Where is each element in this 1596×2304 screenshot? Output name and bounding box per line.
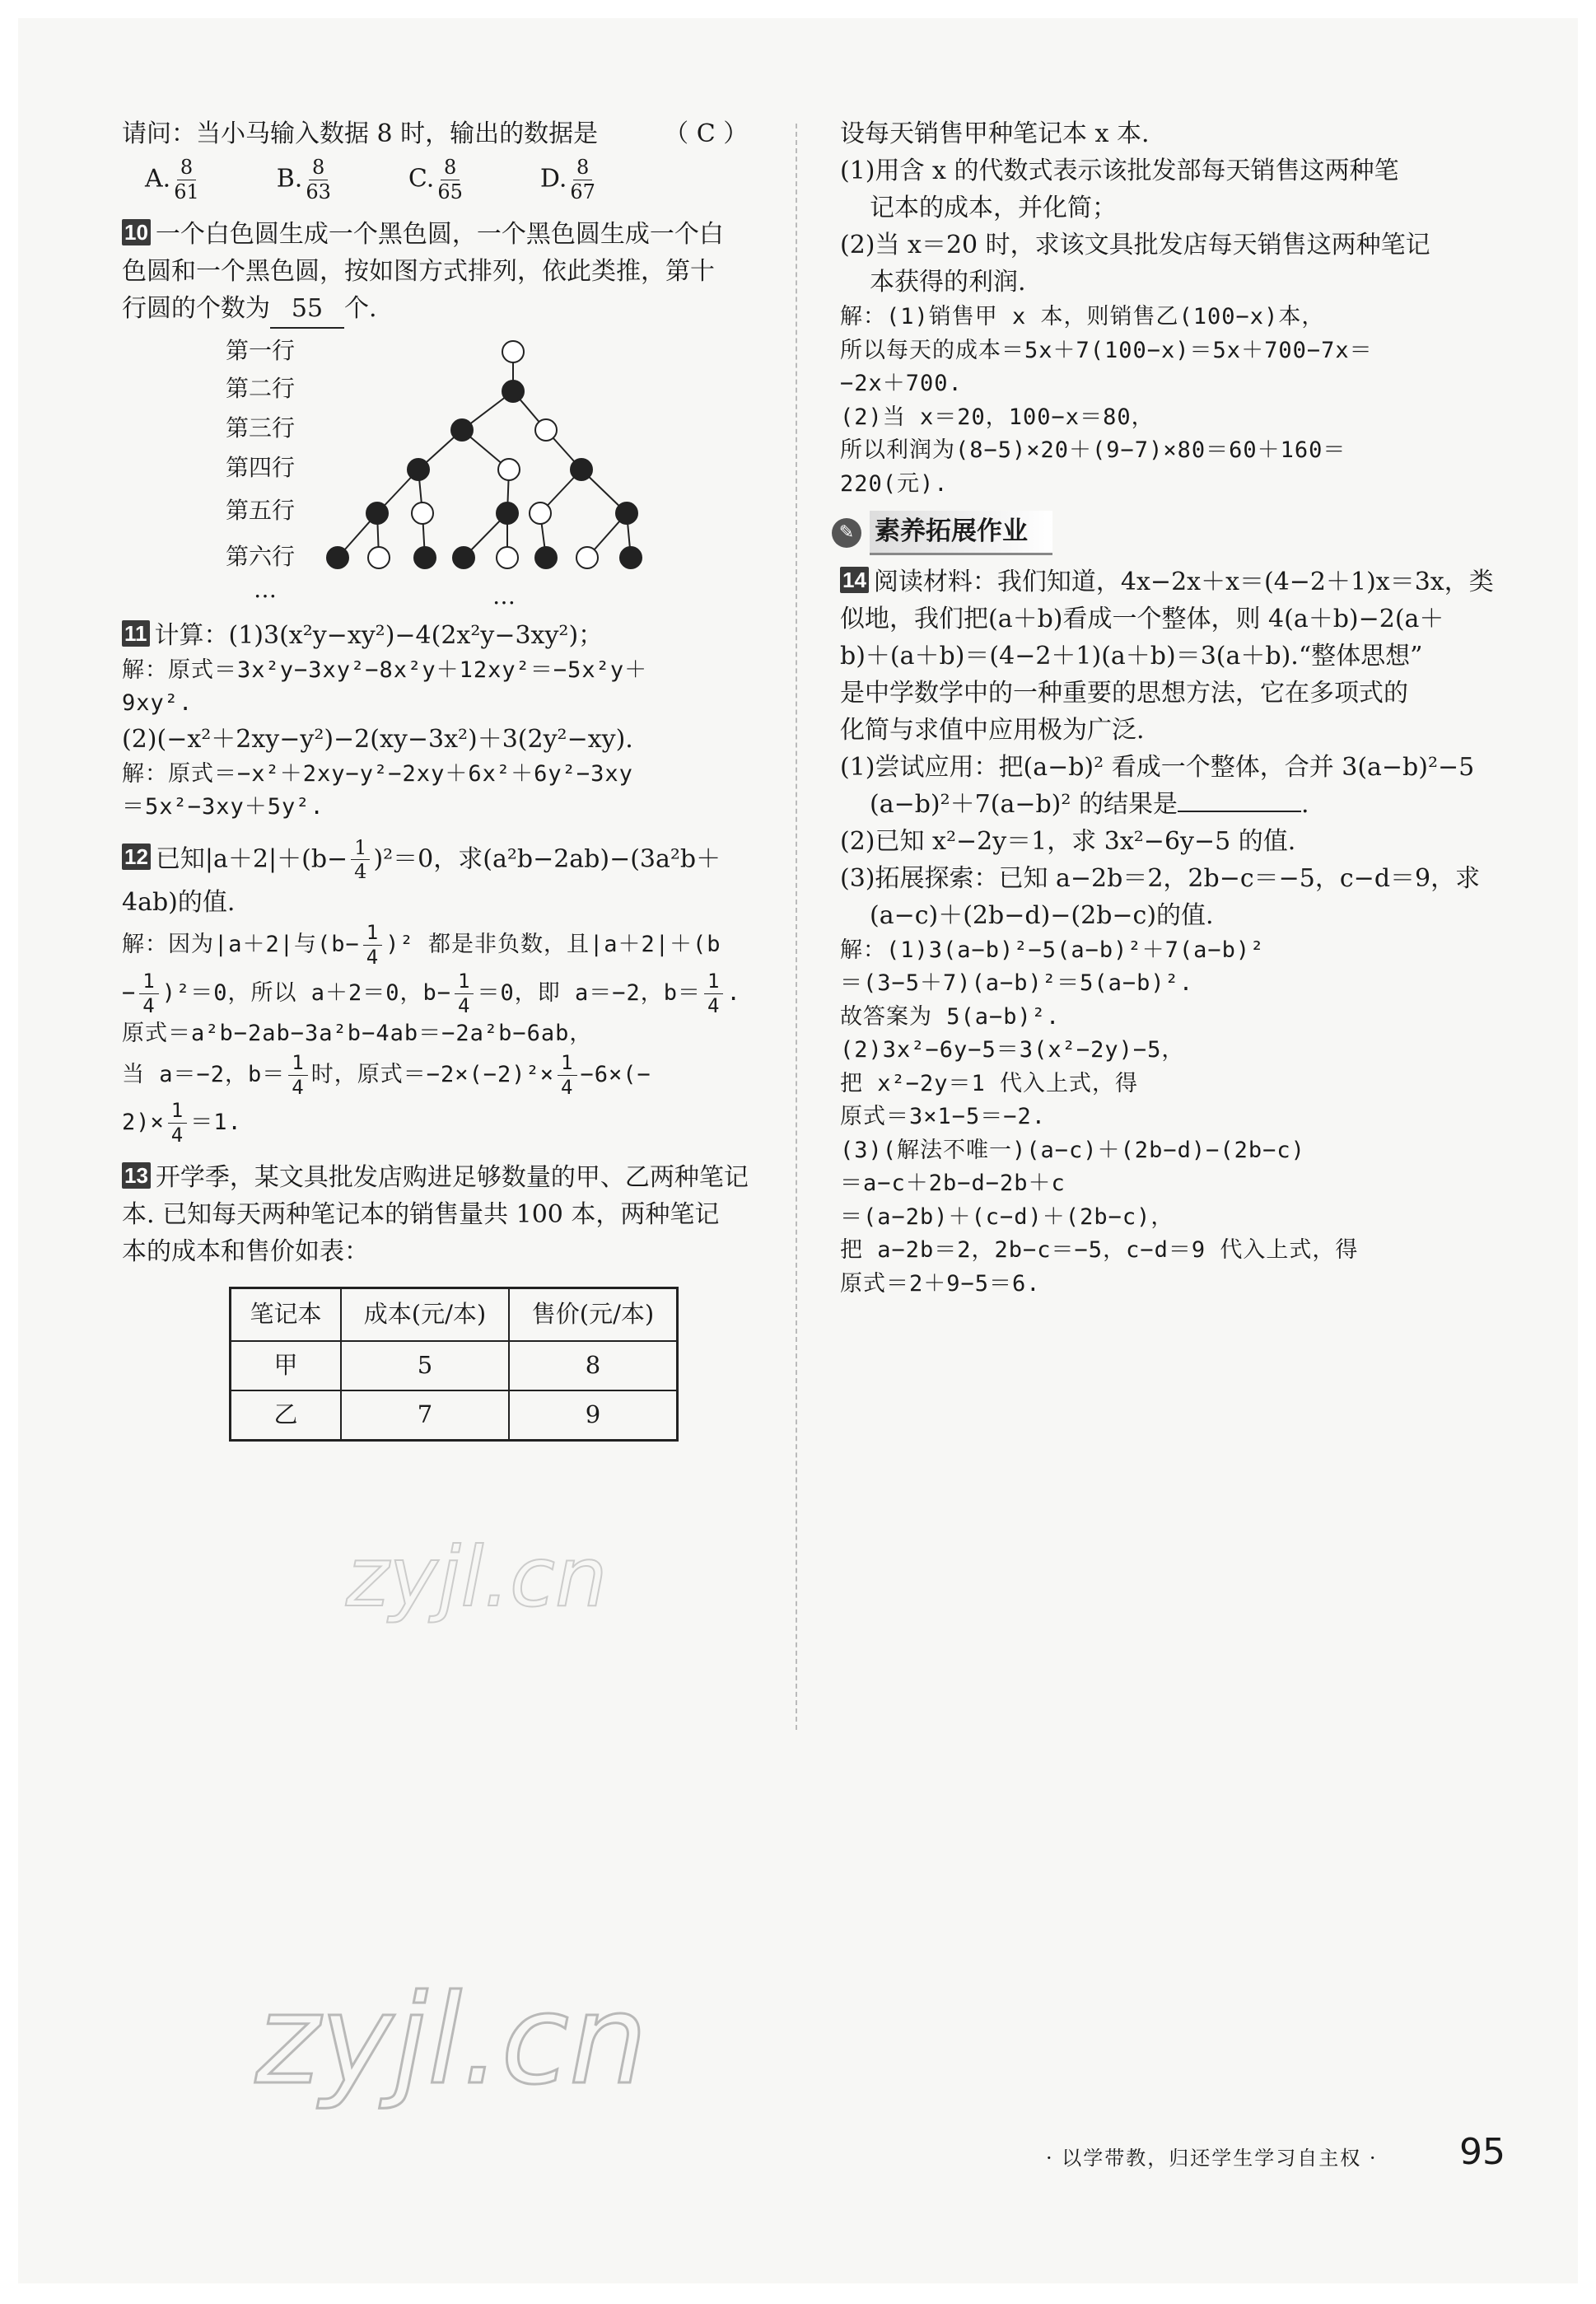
q13-solution2: 所以每天的成本＝5x＋7(100−x)＝5x＋700−7x＝ [840, 337, 1373, 363]
footer-motto: · 以学带教，归还学生学习自主权 · [1046, 2147, 1378, 2170]
q14-part3a: (3)拓展探索：已知 a−2b＝2，2b−c＝−5，c−d＝9，求 [840, 863, 1481, 893]
option-b: B. $\frac{8}{63}$ [276, 156, 331, 203]
q14-solution4: (2)3x²−6y−5＝3(x²−2y)−5， [840, 1037, 1185, 1063]
q14-line3: b)＋(a＋b)＝(4−2＋1)(a＋b)＝3(a＋b).“整体思想” [840, 641, 1423, 671]
q13-solution4: (2)当 x＝20，100−x＝80， [840, 404, 1155, 430]
q9-stem: 请问：当小马输入数据 8 时，输出的数据是 （ C ） [122, 119, 749, 148]
q12-number: 12 [122, 844, 151, 870]
table-cell: 8 [509, 1341, 678, 1390]
table-row [231, 1390, 678, 1441]
row-label: 第一行 [226, 336, 296, 364]
watermark-small: zyjl.cn [346, 1529, 608, 1625]
q14-line1: 14 阅读材料：我们知道，4x−2x＋x＝(4−2＋1)x＝3x，类 [840, 563, 1499, 601]
q11-solution2: 9xy². [122, 690, 194, 717]
q14-blank [1178, 811, 1301, 812]
q14-line5: 化简与求值中应用极为广泛. [840, 715, 1145, 745]
q13-line3: 本的成本和售价如表： [122, 1237, 369, 1267]
circle-tree-diagram [320, 334, 690, 581]
q13-solution5: 所以利润为(8−5)×20＋(9−7)×80＝60＋160＝ [840, 437, 1346, 463]
row-label: 第二行 [226, 374, 296, 402]
q13-cont-line1: 设每天销售甲种笔记本 x 本. [840, 119, 1150, 148]
section-title: 素养拓展作业 [870, 511, 1052, 555]
q11-line2: (2)(−x²＋2xy−y²)−2(xy−3x²)＋3(2y²−xy). [122, 724, 633, 754]
q13-solution3: −2x＋700. [840, 371, 963, 396]
option-c: C. $\frac{8}{65}$ [408, 156, 463, 203]
q11-solution3: 解：原式＝−x²＋2xy−y²−2xy＋6x²＋6y²−3xy [122, 760, 633, 787]
q13-part1a: (1)用含 x 的代数式表示该批发部每天销售这两种笔 [840, 157, 1399, 185]
q13-part2a: (2)当 x＝20 时，求该文具批发店每天销售这两种笔记 [840, 231, 1430, 259]
q13-line2: 本. 已知每天两种笔记本的销售量共 100 本，两种笔记 [122, 1200, 720, 1230]
q14-part3b: (a−c)＋(2b−d)−(2b−c)的值. [870, 900, 1214, 930]
figure-ellipsis: … [492, 582, 516, 610]
q11-solution4: ＝5x²−3xy＋5y². [122, 794, 324, 820]
q14-solution8: ＝a−c＋2b−d−2b＋c [840, 1171, 1066, 1196]
table-cell: 乙 [231, 1390, 342, 1441]
q14-line4: 是中学数学中的一种重要的思想方法，它在多项式的 [840, 678, 1408, 708]
option-d: D. $\frac{8}{67}$ [539, 156, 595, 203]
q13-part1b: 记本的成本，并化简； [870, 194, 1117, 222]
q14-solution6: 原式＝3×1−5＝−2. [840, 1104, 1047, 1129]
table-row [231, 1341, 678, 1390]
q14-solution11: 原式＝2＋9−5＝6. [840, 1270, 1041, 1297]
q12-solution2: − $\frac{1}{4}$ )²＝0，所以 a＋2＝0，b− $\frac{1}{4}$ ＝0，即 a＝−2，b＝ $\frac{1}{4}$ . [122, 969, 741, 1017]
q14-solution7: (3)(解法不唯一)(a−c)＋(2b−d)−(2b−c) [840, 1137, 1305, 1163]
q12-solution1: 解：因为|a＋2|与(b− $\frac{1}{4}$ )² 都是非负数，且|a＋2|＋(b [122, 921, 721, 969]
row-label: 第四行 [226, 453, 296, 481]
q14-solution5: 把 x²−2y＝1 代入上式，得 [840, 1070, 1139, 1096]
circle-triangle-figure [155, 334, 731, 610]
q13-number: 13 [122, 1162, 151, 1189]
q10-line2: 色圆和一个黑色圆，按如图方式排列，依此类推，第十 [122, 256, 715, 286]
q14-part1a: (1)尝试应用：把(a−b)² 看成一个整体，合并 3(a−b)²−5 [840, 752, 1475, 782]
q12-solution5: 2)× $\frac{1}{4}$ ＝1. [122, 1099, 242, 1147]
right-column [840, 115, 1499, 1301]
pencil-icon: ✎ [832, 518, 861, 548]
q14-number: 14 [840, 567, 869, 593]
q12-solution4: 当 a＝−2，b＝ $\frac{1}{4}$ 时，原式＝−2×(−2)²× $\frac{1}{4}$ −6×(− [122, 1050, 651, 1099]
q14-part2: (2)已知 x²−2y＝1，求 3x²−6y−5 的值. [840, 826, 1296, 856]
q12-solution3: 原式＝a²b−2ab−3a²b−4ab＝−2a²b−6ab， [122, 1021, 593, 1047]
table-header: 售价(元/本) [509, 1288, 678, 1342]
table-cell: 7 [341, 1390, 509, 1441]
price-table [229, 1287, 679, 1442]
q13-line1: 13 开学季，某文具批发店购进足够数量的甲、乙两种笔记 [122, 1159, 772, 1196]
table-cell: 5 [341, 1341, 509, 1390]
q13-solution6: 220(元). [840, 470, 949, 497]
q9-answer: （ C ） [664, 119, 749, 148]
q14-part1b: (a−b)²＋7(a−b)² 的结果是 . [870, 789, 1309, 819]
q10-line3: 行圆的个数为 55 个. [122, 290, 772, 329]
row-label: 第六行 [226, 542, 296, 570]
watermark-large: zyjl.cn [255, 1969, 648, 2112]
section-banner [832, 511, 1052, 555]
left-column [122, 115, 772, 1442]
row-label: 第三行 [226, 414, 296, 442]
q14-line2: 似地，我们把(a＋b)看成一个整体，则 4(a＋b)−2(a＋ [840, 604, 1444, 633]
q9-options [122, 156, 772, 204]
table-header-row [231, 1288, 678, 1342]
table-header: 成本(元/本) [341, 1288, 509, 1342]
q11-solution1: 解：原式＝3x²y−3xy²−8x²y＋12xy²＝−5x²y＋ [122, 657, 648, 683]
q13-part2b: 本获得的利润. [870, 268, 1026, 297]
q14-solution10: 把 a−2b＝2，2b−c＝−5，c−d＝9 代入上式，得 [840, 1237, 1359, 1263]
option-a: A. $\frac{8}{61}$ [145, 156, 199, 203]
row-ellipsis: … [254, 575, 277, 603]
q12-line1: 12 已知|a＋2|＋(b− $\frac{1}{4}$ )²＝0，求(a²b−2ab)−(3a²b＋ [122, 836, 772, 885]
q10-number: 10 [122, 219, 151, 245]
table-cell: 甲 [231, 1341, 342, 1390]
row-label: 第五行 [226, 496, 296, 524]
q14-solution2: ＝(3−5＋7)(a−b)²＝5(a−b)². [840, 970, 1194, 996]
column-divider [796, 124, 797, 1730]
q10-line1: 10 一个白色圆生成一个黑色圆，一个黑色圆生成一个白 [122, 216, 772, 253]
q14-solution9: ＝(a−2b)＋(c−d)＋(2b−c)， [840, 1203, 1174, 1230]
q14-solution3: 故答案为 5(a−b)². [840, 1003, 1061, 1030]
q11-number: 11 [122, 620, 150, 647]
page-number: 95 [1459, 2131, 1505, 2173]
table-cell: 9 [509, 1390, 678, 1441]
q10-answer: 55 [270, 290, 344, 329]
table-header: 笔记本 [231, 1288, 342, 1342]
q14-solution1: 解：(1)3(a−b)²−5(a−b)²＋7(a−b)² [840, 937, 1265, 963]
q11-line1: 11 计算：(1)3(x²y−xy²)−4(2x²y−3xy²)； [122, 617, 772, 654]
q12-line2: 4ab)的值. [122, 888, 236, 918]
q13-solution1: 解：(1)销售甲 x 本，则销售乙(100−x)本， [840, 304, 1325, 329]
